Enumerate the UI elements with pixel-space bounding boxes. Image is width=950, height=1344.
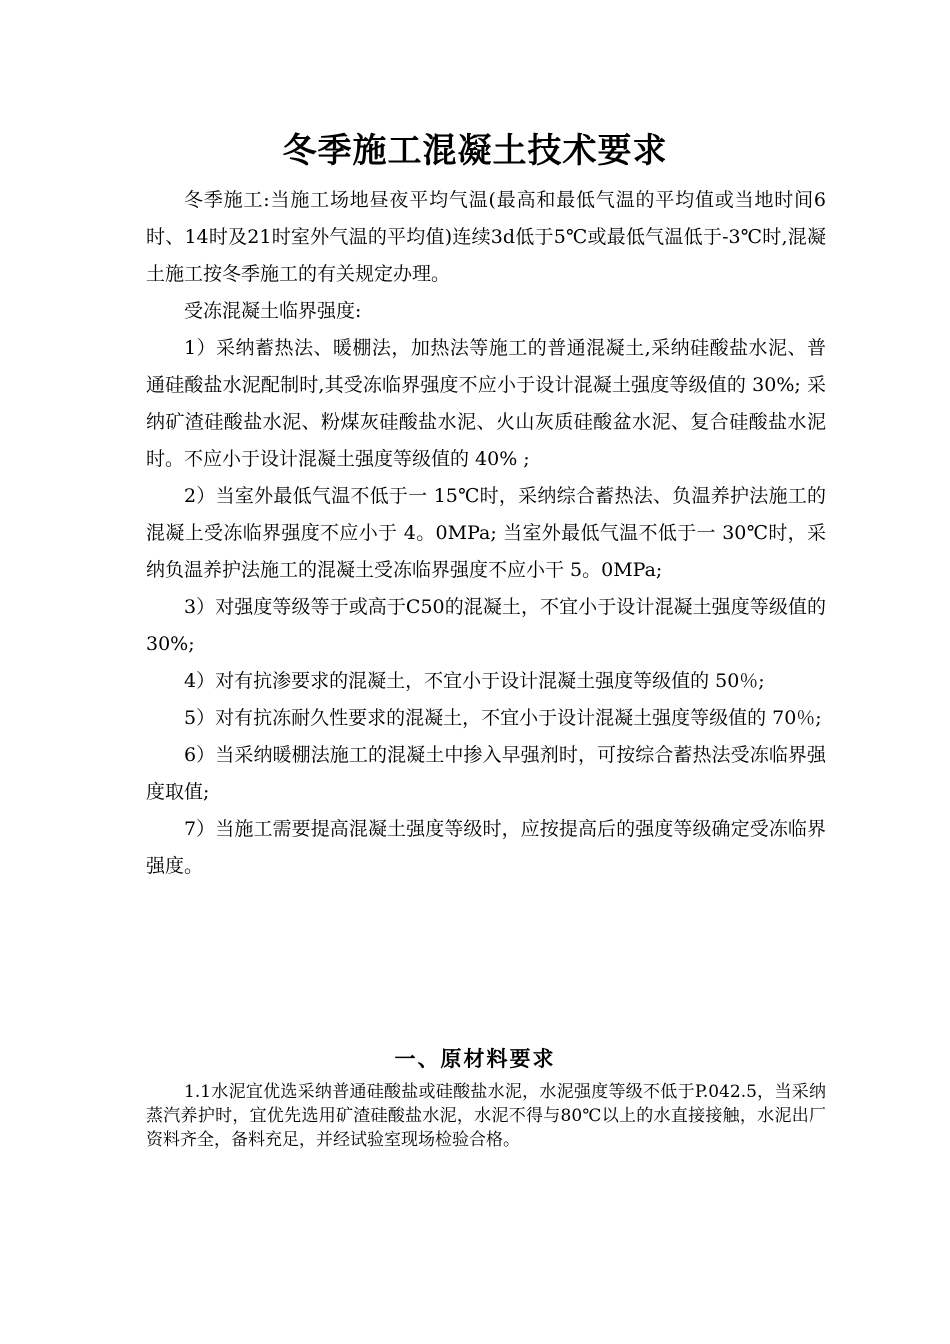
paragraph-cement-requirement: 1.1水泥宜优选采纳普通硅酸盐或硅酸盐水泥，水泥强度等级不低于P.042.5，当采纳蒸汽养护时，宜优先选用矿渣硅酸盐水泥，水泥不得与80℃以上的水直接接触，水泥出厂资料齐全，备料充足，并经试验室现场检验合格。 [146,1082,826,1150]
section-heading-raw-materials: 一、原材料要求 [394,1046,556,1071]
list-item-7: 7）当施工需要提高混凝土强度等级时，应按提高后的强度等级确定受冻临界强度。 [146,818,826,877]
section-body-raw-materials [146,1080,826,1152]
document-title: 冬季施工混凝土技术要求 [282,131,668,171]
paragraph-winter-definition: 冬季施工:当施工场地昼夜平均气温(最高和最低气温的平均值或当地时间6时、14时及21时室外气温的平均值)连续3d低于5℃或最低气温低于-3℃时,混凝土施工按冬季施工的有关规定办理。 [146,189,826,285]
list-item-1: 1）采纳蓄热法、暖棚法，加热法等施工的普通混凝土,采纳硅酸盐水泥、普通硅酸盐水泥配制时,其受冻临界强度不应小于设计混凝土强度等级值的 30%; 采纳矿渣硅酸盐水泥、粉煤灰硅酸盐水泥、火山灰质硅酸盆水泥、复合硅酸盐水泥时。不应小于设计混凝土强度等级值的 40% ; [146,337,826,470]
paragraph-critical-strength-heading: 受冻混凝土临界强度: [184,300,362,322]
list-item-2: 2）当室外最低气温不低于一 15℃时，采纳综合蓄热法、负温养护法施工的混凝上受冻临界强度不应小于 4。0MPa; 当室外最低气温不低于一 30℃时，采纳负温养护法施工的混凝土受冻临界强度不应小干 5。0MPa; [146,485,826,581]
document-body [146,182,826,885]
list-item-6: 6）当采纳暖棚法施工的混凝土中掺入早强剂时，可按综合蓄热法受冻临界强度取值; [146,744,826,803]
list-item-4: 4）对有抗渗要求的混凝土，不宜小于设计混凝土强度等级值的 50％; [184,670,765,692]
list-item-3: 3）对强度等级等于或高于C50的混凝土，不宜小于设计混凝土强度等级值的 30%; [146,596,826,655]
list-item-5: 5）对有抗冻耐久性要求的混凝土，不宜小于设计混凝土强度等级值的 70％; [184,707,822,729]
